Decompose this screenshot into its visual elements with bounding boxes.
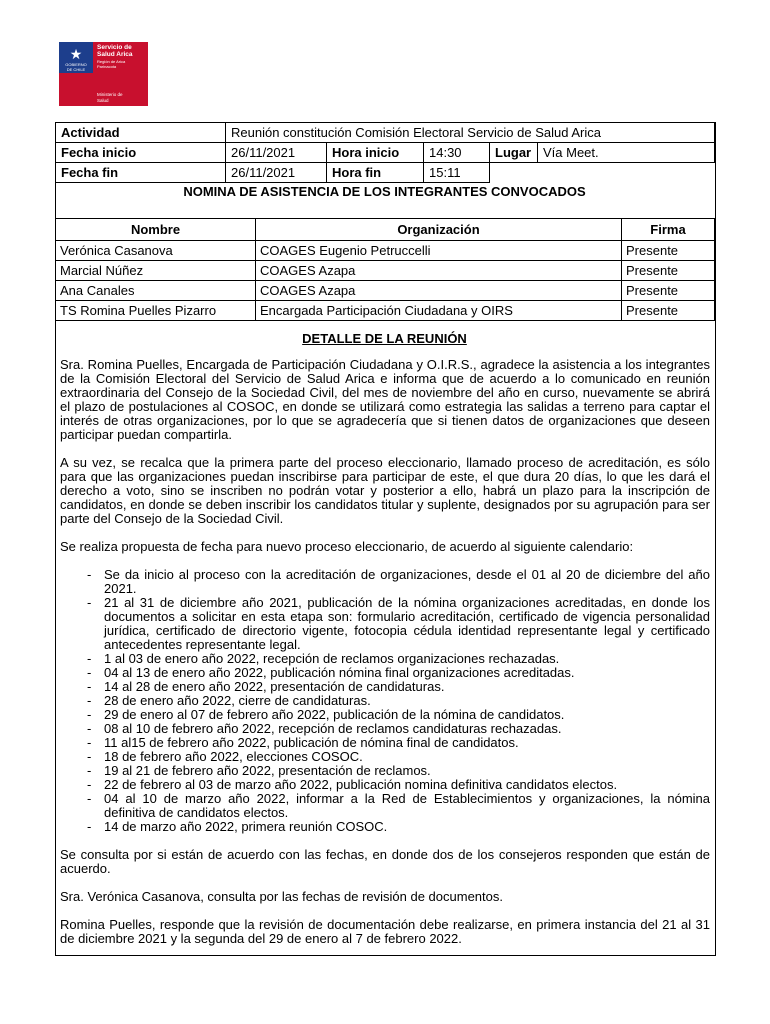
list-item: - 29 de enero al 07 de febrero año 2022, publicación de la nómina de candidatos. <box>87 707 565 722</box>
meeting-detail-body <box>60 358 710 960</box>
list-item: - 14 al 28 de enero año 2022, presentación de candidaturas. <box>87 679 445 694</box>
star-icon: ★ <box>69 46 83 62</box>
hora-fin-value: 15:11 <box>424 163 490 183</box>
list-item: - 28 de enero año 2022, cierre de candidaturas. <box>87 693 371 708</box>
calendar-item-text: Se da inicio al proceso con la acreditación de organizaciones, desde el 01 al 20 de diciembre del año 2021. <box>104 567 710 596</box>
paragraph-respuesta: Romina Puelles, responde que la revisión de documentación debe realizarse, en primera instancia del 21 al 31 de diciembre 2021 y la segunda del 29 de enero al 7 de febrero 2022. <box>60 917 710 946</box>
header-row-fin <box>56 163 715 183</box>
list-item: - Se da inicio al proceso con la acreditación de organizaciones, desde el 01 al 20 de diciembre del año 2021. <box>87 567 710 596</box>
attendee-signature: Presente <box>622 281 715 301</box>
calendar-item-text: 22 de febrero al 03 de marzo año 2022, publicación nomina definitiva candidatos electos. <box>104 777 618 792</box>
table-row <box>56 241 715 261</box>
empty-cell <box>490 163 715 183</box>
calendar-item-text: 18 de febrero año 2022, elecciones COSOC. <box>104 749 363 764</box>
attendee-signature: Presente <box>622 241 715 261</box>
fecha-inicio-label: Fecha inicio <box>56 143 226 163</box>
paragraph-process: A su vez, se recalca que la primera parte del proceso eleccionario, llamado proceso de acreditación, es sólo para que las organizaciones puedan inscribirse para participar de este, el que dura 20 días, lo que les dará el derecho a voto, sino se inscriben no podrán votar y posterior a ello, habrá un plazo para la inscripción de candidatos, en donde se deben inscribir los candidatos titular y suplente, designados por su agrupación para ser parte del Consejo de la Sociedad Civil. <box>60 455 710 526</box>
attendee-name: Marcial Núñez <box>56 261 256 281</box>
hora-fin-label: Hora fin <box>327 163 424 183</box>
list-item: - 04 al 10 de marzo año 2022, informar a la Red de Establecimientos y organizaciones, la nómina definitiva de candidatos electos. <box>87 791 710 820</box>
servicio-salud-arica-logo <box>59 42 148 106</box>
paragraph-consulta: Se consulta por si están de acuerdo con las fechas, en donde dos de los consejeros responden que están de acuerdo. <box>60 847 710 876</box>
attendee-organization: COAGES Azapa <box>256 261 622 281</box>
calendar-item-text: 19 al 21 de febrero año 2022, presentación de reclamos. <box>104 763 431 778</box>
calendar-item-text: 04 al 13 de enero año 2022, publicación nómina final organizaciones acreditadas. <box>104 665 575 680</box>
logo-region: Región de Arica Parinacota <box>97 59 126 69</box>
col-nombre: Nombre <box>56 219 256 241</box>
attendee-signature: Presente <box>622 261 715 281</box>
attendee-name: Ana Canales <box>56 281 256 301</box>
nomina-title: NOMINA DE ASISTENCIA DE LOS INTEGRANTES CONVOCADOS <box>183 184 586 199</box>
actividad-value: Reunión constitución Comisión Electoral Servicio de Salud Arica <box>226 123 715 143</box>
calendar-item-text: 08 al 10 de febrero año 2022, recepción de reclamos candidaturas rechazadas. <box>104 721 562 736</box>
table-row <box>56 301 715 321</box>
logo-service-name: Servicio de Salud Arica <box>97 44 133 58</box>
list-item: - 08 al 10 de febrero año 2022, recepción de reclamos candidaturas rechazadas. <box>87 721 562 736</box>
meeting-header-table <box>55 122 715 183</box>
list-item: - 22 de febrero al 03 de marzo año 2022, publicación nomina definitiva candidatos electos. <box>87 777 618 792</box>
list-item: - 1 al 03 de enero año 2022, recepción de reclamos organizaciones rechazadas. <box>87 651 560 666</box>
calendar-item-text: 11 al15 de febrero año 2022, publicación de nómina final de candidatos. <box>104 735 519 750</box>
list-item: - 04 al 13 de enero año 2022, publicación nómina final organizaciones acreditadas. <box>87 665 575 680</box>
header-row-actividad <box>56 123 715 143</box>
calendar-item-text: 1 al 03 de enero año 2022, recepción de reclamos organizaciones rechazadas. <box>104 651 560 666</box>
header-row-inicio <box>56 143 715 163</box>
fecha-fin-value: 26/11/2021 <box>226 163 327 183</box>
lugar-label: Lugar <box>490 143 538 163</box>
attendee-organization: COAGES Eugenio Petruccelli <box>256 241 622 261</box>
calendar-list <box>60 568 710 834</box>
hora-inicio-value: 14:30 <box>424 143 490 163</box>
col-firma: Firma <box>622 219 715 241</box>
calendar-item-text: 28 de enero año 2022, cierre de candidaturas. <box>104 693 371 708</box>
list-item: - 14 de marzo año 2022, primera reunión COSOC. <box>87 819 388 834</box>
calendar-item-text: 29 de enero al 07 de febrero año 2022, publicación de la nómina de candidatos. <box>104 707 565 722</box>
attendee-organization: Encargada Participación Ciudadana y OIRS <box>256 301 622 321</box>
paragraph-intro: Sra. Romina Puelles, Encargada de Participación Ciudadana y O.I.R.S., agradece la asistencia a los integrantes de la Comisión Electoral del Servicio de Salud Arica e informa que de acuerdo a lo comunicado en reunión extraordinaria del Consejo de la Sociedad Civil, del mes de noviembre del año en curso, nuevamente se abrirá el plazo de postulaciones al COSOC, en donde se utilizará como estrategia las salidas a terreno para captar el interés de otras organizaciones, por lo que se agradecería que si tienen datos de organizaciones que deseen participar puedan compartirla. <box>60 357 710 442</box>
lugar-value: Vía Meet. <box>538 143 715 163</box>
list-item: - 18 de febrero año 2022, elecciones COSOC. <box>87 749 363 764</box>
attendee-organization: COAGES Azapa <box>256 281 622 301</box>
fecha-fin-label: Fecha fin <box>56 163 226 183</box>
table-row <box>56 281 715 301</box>
attendee-name: TS Romina Puelles Pizarro <box>56 301 256 321</box>
calendar-item-text: 04 al 10 de marzo año 2022, informar a la Red de Establecimientos y organizaciones, la nómina definitiva de candidatos electos. <box>104 791 710 820</box>
detail-title: DETALLE DE LA REUNIÓN <box>302 331 467 346</box>
paragraph-calendar-intro: Se realiza propuesta de fecha para nuevo proceso eleccionario, de acuerdo al siguiente calendario: <box>60 539 634 554</box>
actividad-label: Actividad <box>56 123 226 143</box>
attendee-signature: Presente <box>622 301 715 321</box>
fecha-inicio-value: 26/11/2021 <box>226 143 327 163</box>
paragraph-pregunta: Sra. Verónica Casanova, consulta por las fechas de revisión de documentos. <box>60 889 503 904</box>
attendance-header-row <box>56 219 715 241</box>
hora-inicio-label: Hora inicio <box>327 143 424 163</box>
attendance-table <box>55 218 715 321</box>
list-item: - 11 al15 de febrero año 2022, publicación de nómina final de candidatos. <box>87 735 519 750</box>
calendar-item-text: 21 al 31 de diciembre año 2021, publicación de la nómina organizaciones acreditadas, en donde los documentos a solicitar en esta etapa son: formulario acreditación, certificado de vigencia personalidad jurídica, certificado de directorio vigente, fotocopia cédula identidad representante legal y certificado antecedentes representante legal. <box>104 595 710 652</box>
logo-ministry: Ministerio de Salud <box>97 92 123 103</box>
list-item: - 19 al 21 de febrero año 2022, presentación de reclamos. <box>87 763 431 778</box>
logo-coat-text: GOBIERNO DE CHILE <box>65 62 87 72</box>
list-item: - 21 al 31 de diciembre año 2021, publicación de la nómina organizaciones acreditadas, en donde los documentos a solicitar en esta etapa son: formulario acreditación, certificado de vigencia personalidad jurídica, certificado de directorio vigente, fotocopia cédula identidad representante legal y certificado antecedentes representante legal. <box>87 595 710 652</box>
attendee-name: Verónica Casanova <box>56 241 256 261</box>
calendar-item-text: 14 de marzo año 2022, primera reunión COSOC. <box>104 819 388 834</box>
table-row <box>56 261 715 281</box>
calendar-item-text: 14 al 28 de enero año 2022, presentación de candidaturas. <box>104 679 445 694</box>
col-organizacion: Organización <box>256 219 622 241</box>
